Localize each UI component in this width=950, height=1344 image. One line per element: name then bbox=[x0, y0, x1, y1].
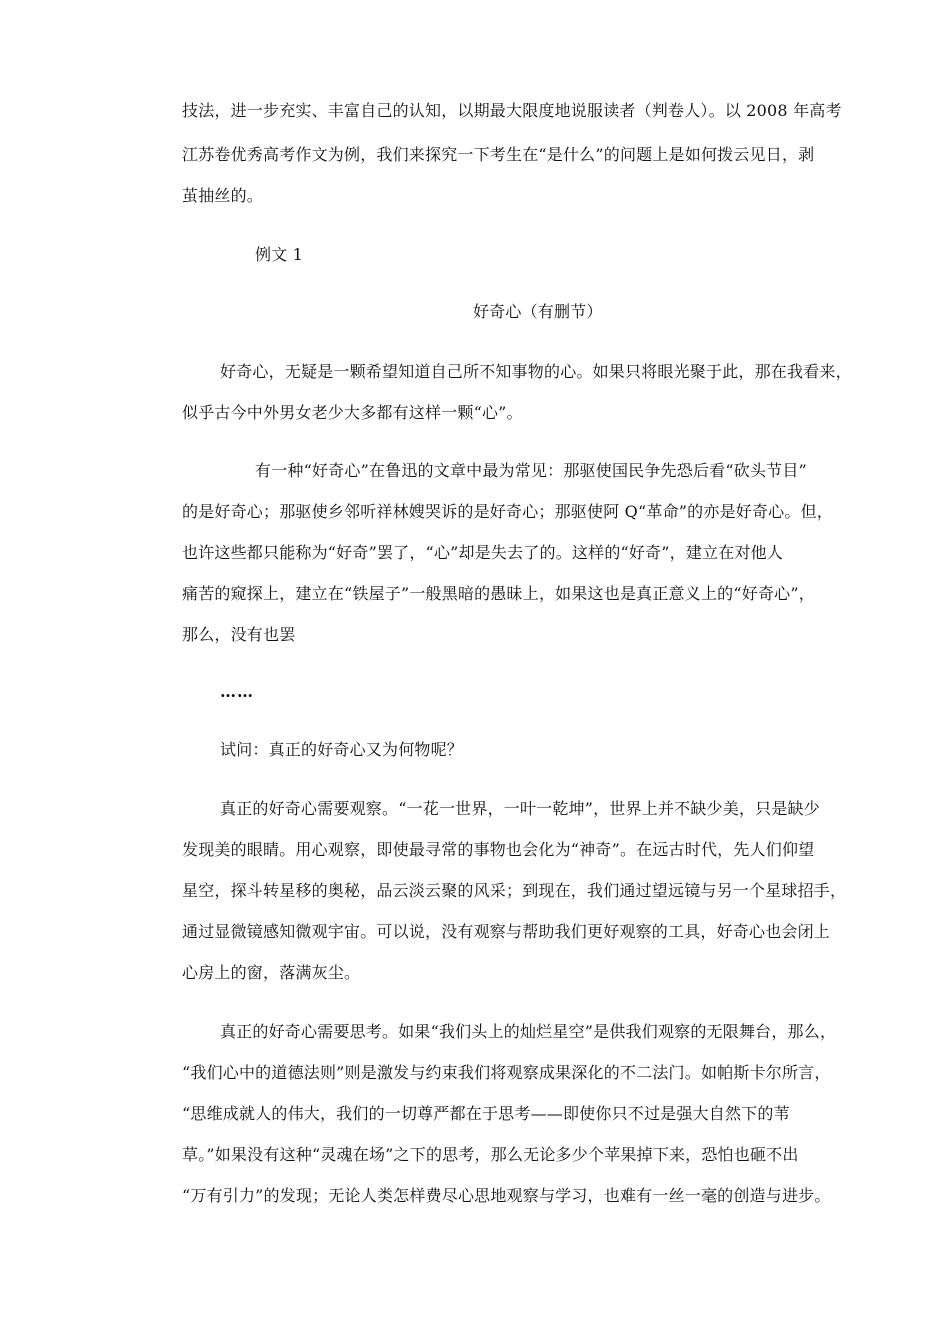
essay-title: 好奇心（有删节） bbox=[473, 302, 603, 321]
para4-line-1: 真正的好奇心需要思考。如果“我们头上的灿烂星空”是供我们观察的无限舞台，那么， bbox=[220, 1022, 837, 1041]
para2-line-1: 有一种“好奇心”在鲁迅的文章中最为常见：那驱使国民争先恐后看“砍头节目” bbox=[255, 461, 807, 480]
example-label: 例文 1 bbox=[255, 245, 304, 264]
para2-line-5: 那么，没有也罢 bbox=[182, 625, 296, 644]
para4-line-5: “万有引力”的发现；无论人类怎样费尽心思地观察与学习，也难有一丝一毫的创造与进步。 bbox=[182, 1186, 831, 1205]
para3-line-2: 发现美的眼睛。用心观察，即使最寻常的事物也会化为“神奇”。在远古时代，先人们仰望 bbox=[182, 840, 815, 859]
ellipsis: …… bbox=[220, 682, 254, 701]
intro-line-3: 茧抽丝的。 bbox=[182, 186, 264, 205]
para3-line-5: 心房上的窗，落满灰尘。 bbox=[182, 963, 361, 982]
para4-line-3: “思维成就人的伟大，我们的一切尊严都在于思考——即使你只不过是强大自然下的苇 bbox=[182, 1104, 790, 1123]
para4-line-4: 草。”如果没有这种“灵魂在场”之下的思考，那么无论多少个苹果掉下来，恐怕也砸不出 bbox=[182, 1145, 799, 1164]
para3-line-4: 通过显微镜感知微观宇宙。可以说，没有观察与帮助我们更好观察的工具，好奇心也会闭上 bbox=[182, 922, 831, 941]
para2-line-4: 痛苦的窥探上，建立在“铁屋子”一般黑暗的愚昧上，如果这也是真正意义上的“好奇心”， bbox=[182, 584, 815, 603]
para1-line-2: 似乎古今中外男女老少大多都有这样一颗“心”。 bbox=[182, 403, 523, 422]
para2-line-2: 的是好奇心；那驱使乡邻听祥林嫂哭诉的是好奇心；那驱使阿 Q“革命”的亦是好奇心。但， bbox=[182, 502, 833, 521]
para1-line-1: 好奇心，无疑是一颗希望知道自己所不知事物的心。如果只将眼光聚于此，那在我看来， bbox=[220, 362, 852, 381]
para3-line-3: 星空，探斗转星移的奥秘，品云淡云聚的风采；到现在，我们通过望远镜与另一个星球招手， bbox=[182, 881, 847, 900]
intro-line-2: 江苏卷优秀高考作文为例，我们来探究一下考生在“是什么”的问题上是如何拨云见日，剥 bbox=[182, 145, 815, 164]
para2-line-3: 也许这些都只能称为“好奇”罢了，“心”却是失去了的。这样的“好奇”，建立在对他人 bbox=[182, 543, 784, 562]
para3-line-1: 真正的好奇心需要观察。“一花一世界，一叶一乾坤”，世界上并不缺少美，只是缺少 bbox=[220, 799, 820, 818]
question-line: 试问：真正的好奇心又为何物呢？ bbox=[220, 740, 464, 759]
para4-line-2: “我们心中的道德法则”则是激发与约束我们将观察成果深化的不二法门。如帕斯卡尔所言， bbox=[182, 1063, 831, 1082]
intro-line-1: 技法，进一步充实、丰富自己的认知，以期最大限度地说服读者（判卷人）。以 2008 年高考 bbox=[182, 101, 842, 120]
